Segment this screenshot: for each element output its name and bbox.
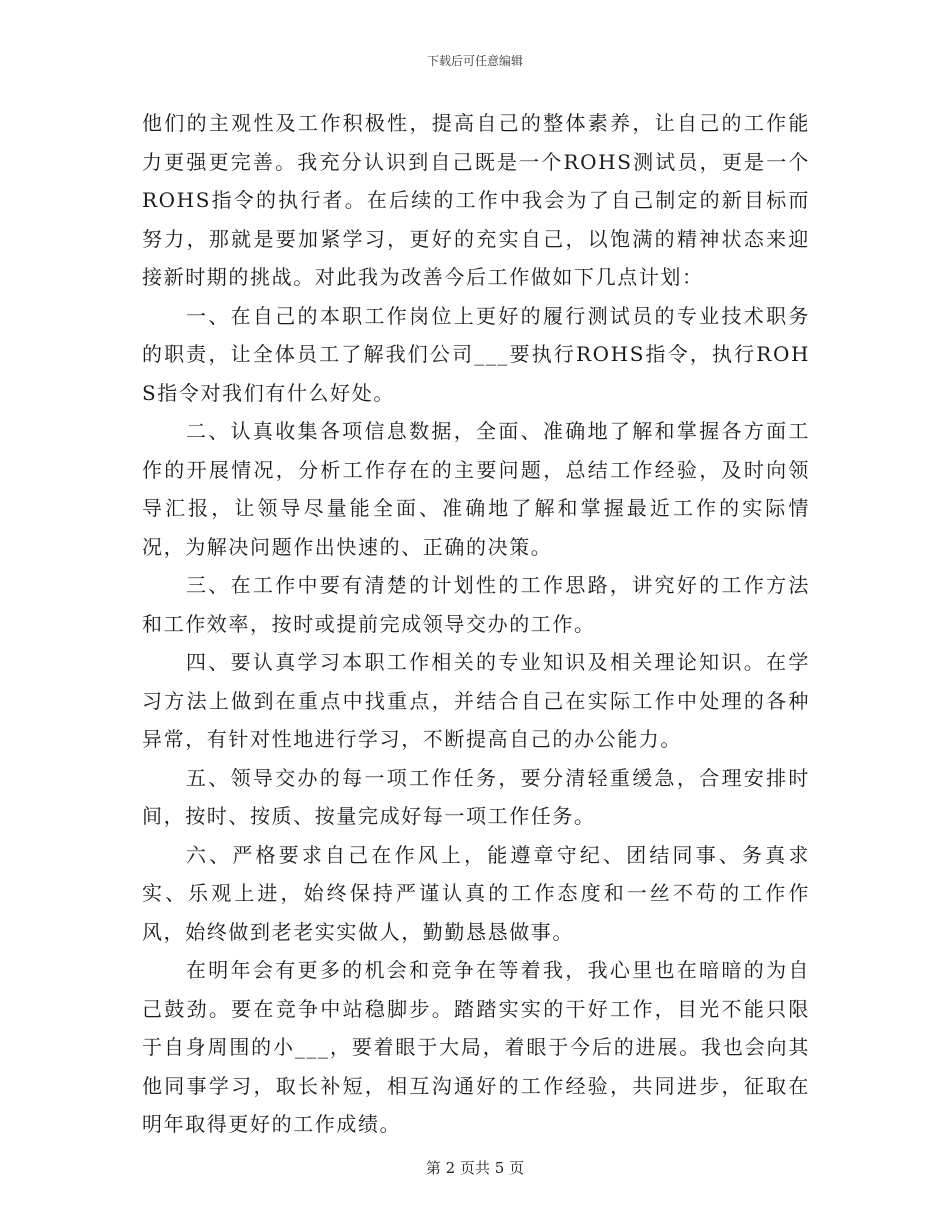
page-header: 下载后可任意编辑 xyxy=(426,54,523,68)
document-body xyxy=(142,104,810,1144)
paragraph-plan-4: 四、要认真学习本职工作相关的专业知识及相关理论知识。在学习方法上做到在重点中找重点，并结合自己在实际工作中处理的各种异常，有针对性地进行学习，不断提高自己的办公能力。 xyxy=(142,650,810,751)
paragraph-plan-6: 六、严格要求自己在作风上，能遵章守纪、团结同事、务真求实、乐观上进，始终保持严谨认真的工作态度和一丝不苟的工作作风，始终做到老老实实做人，勤勤恳恳做事。 xyxy=(142,842,810,944)
paragraph-closing: 在明年会有更多的机会和竞争在等着我，我心里也在暗暗的为自己鼓劲。要在竞争中站稳脚步。踏踏实实的干好工作，目光不能只限于自身周围的小___，要着眼于大局，着眼于今后的进展。我也会向其他同事学习，取长补短，相互沟通好的工作经验，共同进步，征取在明年取得更好的工作成绩。 xyxy=(142,958,810,1136)
paragraph-plan-2: 二、认真收集各项信息数据，全面、准确地了解和掌握各方面工作的开展情况，分析工作存在的主要问题，总结工作经验，及时向领导汇报，让领导尽量能全面、准确地了解和掌握最近工作的实际情况，为解决问题作出快速的、正确的决策。 xyxy=(142,419,810,559)
page-number-footer: 第 2 页共 5 页 xyxy=(425,1159,525,1177)
paragraph-intro-continued: 他们的主观性及工作积极性，提高自己的整体素养，让自己的工作能力更强更完善。我充分认识到自己既是一个ROHS测试员，更是一个ROHS指令的执行者。在后续的工作中我会为了自己制定的新目标而努力，那就是要加紧学习，更好的充实自己，以饱满的精神状态来迎接新时期的挑战。对此我为改善今后工作做如下几点计划： xyxy=(142,111,810,289)
paragraph-plan-5: 五、领导交办的每一项工作任务，要分清轻重缓急，合理安排时间，按时、按质、按量完成好每一项工作任务。 xyxy=(142,765,810,828)
paragraph-plan-3: 三、在工作中要有清楚的计划性的工作思路，讲究好的工作方法和工作效率，按时或提前完成领导交办的工作。 xyxy=(142,573,810,636)
paragraph-plan-1: 一、在自己的本职工作岗位上更好的履行测试员的专业技术职务的职责，让全体员工了解我们公司___要执行ROHS指令，执行ROHS指令对我们有什么好处。 xyxy=(142,303,810,405)
